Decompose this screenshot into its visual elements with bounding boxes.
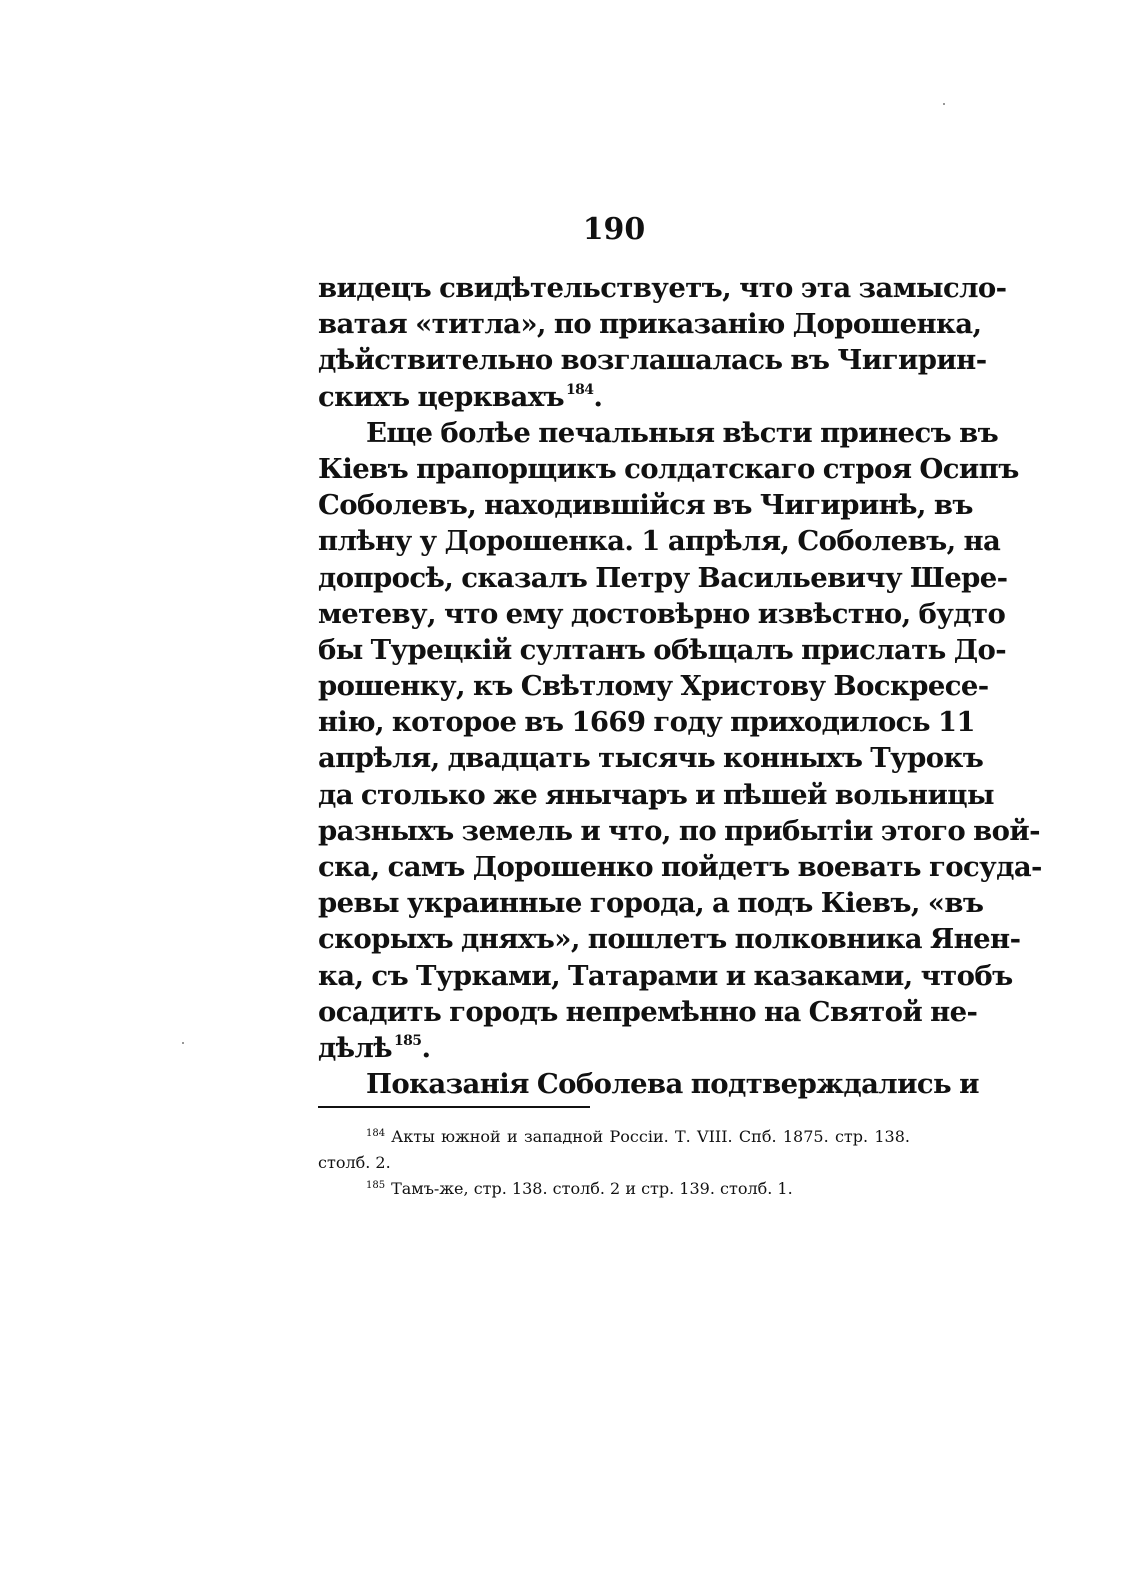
line-text: Кіевъ прапорщикъ солдатскаго строя Осипъ xyxy=(318,452,1019,485)
scan-speck xyxy=(943,103,945,105)
body-line xyxy=(318,415,999,451)
footnote-separator xyxy=(318,1106,590,1108)
line-text: рошенку, къ Свѣтлому Христову Воскресе- xyxy=(318,670,989,703)
footnote-text: столб. 2. xyxy=(318,1153,391,1172)
footnote-number: 184 xyxy=(366,1128,386,1139)
footnote-text: Акты южной и западной Россіи. Т. VIII. Спб. 1875. стр. 138. xyxy=(391,1127,910,1146)
body-line xyxy=(318,740,984,776)
body-line xyxy=(318,1066,979,1102)
body-line xyxy=(318,668,989,704)
scan-speck xyxy=(182,1042,184,1044)
body-line xyxy=(318,921,1021,957)
line-text: метеву, что ему достовѣрно извѣстно, будто xyxy=(318,597,1006,630)
footnote-continuation xyxy=(318,1150,910,1176)
body-line xyxy=(318,958,1013,994)
body-line xyxy=(318,523,1001,559)
footnote-ref: 185 xyxy=(394,1032,422,1049)
body-line xyxy=(318,596,1006,632)
line-text: ска, самъ Дорошенко пойдетъ воевать госуда- xyxy=(318,851,1042,883)
body-line xyxy=(318,849,1042,885)
line-text: Еще болѣе печальныя вѣсти принесъ въ xyxy=(366,416,999,449)
line-text: ватая «титла», по приказанію Дорошенка, xyxy=(318,308,982,341)
body-line xyxy=(318,342,987,378)
line-text: дѣлѣ xyxy=(318,1031,392,1064)
body-line xyxy=(318,379,910,415)
line-text: нію, которое въ 1669 году приходилось 11 xyxy=(318,706,975,739)
line-text: допросѣ, сказалъ Петру Васильевичу Шере- xyxy=(318,561,1008,594)
line-text: Показанія Соболева подтверждались и xyxy=(366,1068,979,1101)
line-text: дѣйствительно возглашалась въ Чигирин- xyxy=(318,344,987,377)
body-line xyxy=(318,813,1040,849)
body-line xyxy=(318,487,973,523)
line-text: плѣну у Дорошенка. 1 апрѣля, Соболевъ, на xyxy=(318,525,1001,558)
footnotes xyxy=(318,1124,910,1202)
body-line xyxy=(318,885,984,921)
body-line xyxy=(318,270,1007,306)
line-text: скихъ церквахъ xyxy=(318,380,564,413)
body-text xyxy=(318,270,1042,1102)
body-line xyxy=(318,1030,910,1066)
footnote-ref: 184 xyxy=(565,381,594,398)
body-line xyxy=(318,306,982,342)
footnote xyxy=(318,1176,910,1202)
line-text: осадить городъ непремѣнно на Святой не- xyxy=(318,995,978,1028)
body-line xyxy=(318,777,994,813)
footnote xyxy=(318,1124,910,1150)
body-line xyxy=(318,994,978,1030)
line-text: апрѣля, двадцать тысячь конныхъ Турокъ xyxy=(318,742,984,775)
footnote-number: 185 xyxy=(366,1180,386,1191)
line-text: Соболевъ, находившійся въ Чигиринѣ, въ xyxy=(318,489,973,522)
body-line xyxy=(318,632,1007,668)
body-line xyxy=(318,704,975,740)
line-text: видецъ свидѣтельствуетъ, что эта замысло- xyxy=(318,272,1007,304)
line-text: ревы украинные города, а подъ Кіевъ, «въ xyxy=(318,887,984,920)
footnote-text: Тамъ-же, стр. 138. столб. 2 и стр. 139. столб. 1. xyxy=(391,1179,793,1198)
body-line xyxy=(318,451,1019,487)
line-text: . xyxy=(593,380,603,413)
line-text: . xyxy=(421,1031,431,1064)
line-text: да столько же янычаръ и пѣшей вольницы xyxy=(318,778,994,811)
line-text: бы Турецкій султанъ обѣщалъ прислать До- xyxy=(318,633,1007,666)
body-line xyxy=(318,560,1008,596)
page-number: 190 xyxy=(582,212,646,247)
line-text: разныхъ земель и что, по прибытіи этого вой- xyxy=(318,814,1040,847)
line-text: скорыхъ дняхъ», пошлетъ полковника Янен- xyxy=(318,923,1021,956)
line-text: ка, съ Турками, Татарами и казаками, чтобъ xyxy=(318,959,1013,992)
